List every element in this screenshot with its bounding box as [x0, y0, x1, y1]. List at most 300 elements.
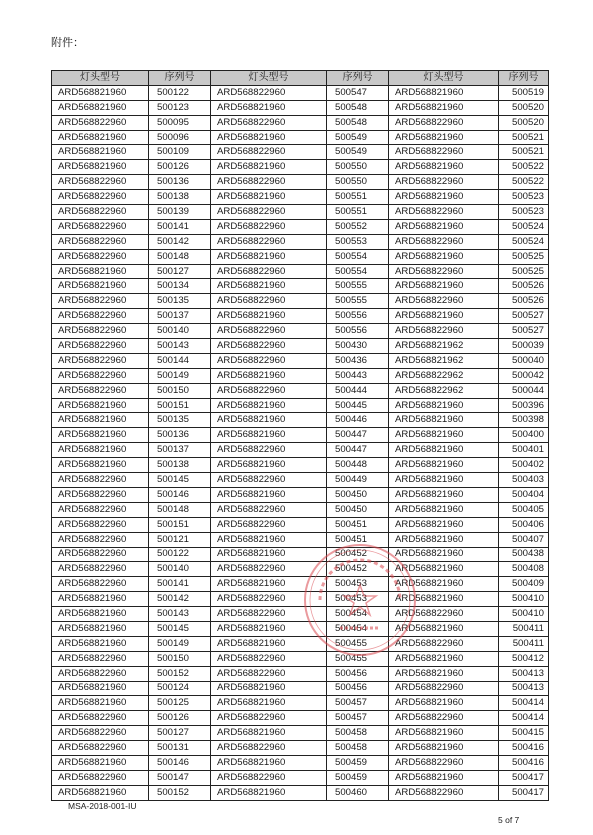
serial-number-cell: 500146 — [149, 755, 211, 770]
serial-number-cell: 500141 — [149, 577, 211, 592]
table-row — [52, 487, 549, 502]
lamp-model-cell: ARD568821960 — [211, 785, 327, 800]
lamp-model-cell: ARD568822960 — [211, 666, 327, 681]
column-header-serial-number: 序列号 — [149, 71, 211, 86]
serial-number-cell: 500448 — [327, 458, 389, 473]
lamp-model-cell: ARD568821960 — [52, 636, 149, 651]
serial-number-cell: 500144 — [149, 353, 211, 368]
serial-number-cell: 500522 — [499, 160, 549, 175]
serial-number-cell: 500521 — [499, 130, 549, 145]
table-row — [52, 607, 549, 622]
serial-number-cell: 500145 — [149, 621, 211, 636]
serial-number-cell: 500451 — [327, 532, 389, 547]
table-row — [52, 458, 549, 473]
serial-number-cell: 500141 — [149, 219, 211, 234]
serial-number-cell: 500416 — [499, 755, 549, 770]
serial-number-cell: 500136 — [149, 428, 211, 443]
serial-number-cell: 500453 — [327, 577, 389, 592]
serial-number-cell: 500413 — [499, 681, 549, 696]
column-header-lamp-model: 灯头型号 — [389, 71, 499, 86]
serial-number-cell: 500412 — [499, 651, 549, 666]
lamp-model-cell: ARD568821960 — [389, 279, 499, 294]
lamp-model-cell: ARD568822960 — [389, 636, 499, 651]
lamp-model-cell: ARD568821960 — [389, 562, 499, 577]
lamp-model-cell: ARD568821960 — [211, 160, 327, 175]
serial-number-cell: 500405 — [499, 502, 549, 517]
lamp-model-cell: ARD568821960 — [211, 458, 327, 473]
lamp-model-cell: ARD568821962 — [389, 339, 499, 354]
lamp-model-cell: ARD568821960 — [211, 577, 327, 592]
lamp-model-cell: ARD568821960 — [52, 785, 149, 800]
serial-number-cell: 500134 — [149, 279, 211, 294]
lamp-model-cell: ARD568822960 — [211, 562, 327, 577]
serial-number-cell: 500526 — [499, 279, 549, 294]
lamp-model-cell: ARD568821960 — [211, 428, 327, 443]
lamp-model-cell: ARD568821960 — [211, 547, 327, 562]
serial-number-cell: 500457 — [327, 696, 389, 711]
lamp-model-cell: ARD568821960 — [389, 428, 499, 443]
lamp-model-cell: ARD568822960 — [211, 502, 327, 517]
serial-number-cell: 500109 — [149, 145, 211, 160]
serial-number-cell: 500450 — [327, 502, 389, 517]
table-row — [52, 383, 549, 398]
lamp-model-cell: ARD568822960 — [211, 205, 327, 220]
serial-number-cell: 500450 — [327, 487, 389, 502]
serial-number-cell: 500122 — [149, 85, 211, 100]
lamp-model-cell: ARD568821960 — [211, 681, 327, 696]
lamp-model-cell: ARD568822960 — [211, 383, 327, 398]
serial-number-cell: 500417 — [499, 770, 549, 785]
serial-number-cell: 500403 — [499, 473, 549, 488]
serial-number-cell: 500456 — [327, 681, 389, 696]
lamp-model-cell: ARD568822960 — [52, 309, 149, 324]
serial-number-cell: 500449 — [327, 473, 389, 488]
serial-number-cell: 500519 — [499, 85, 549, 100]
lamp-model-cell: ARD568822960 — [52, 741, 149, 756]
lamp-model-cell: ARD568821960 — [389, 770, 499, 785]
serial-number-cell: 500444 — [327, 383, 389, 398]
page-number: 5 of 7 — [498, 815, 520, 825]
table-row — [52, 666, 549, 681]
serial-number-cell: 500402 — [499, 458, 549, 473]
table-row — [52, 145, 549, 160]
serial-number-cell: 500138 — [149, 458, 211, 473]
lamp-model-cell: ARD568822960 — [211, 473, 327, 488]
lamp-model-cell: ARD568821960 — [389, 160, 499, 175]
table-body — [52, 85, 549, 800]
column-header-lamp-model: 灯头型号 — [52, 71, 149, 86]
lamp-model-cell: ARD568822960 — [52, 205, 149, 220]
serial-number-cell: 500124 — [149, 681, 211, 696]
table-row — [52, 309, 549, 324]
lamp-model-cell: ARD568821962 — [389, 353, 499, 368]
lamp-model-cell: ARD568822960 — [52, 651, 149, 666]
serial-number-cell: 500152 — [149, 785, 211, 800]
serial-number-cell: 500555 — [327, 279, 389, 294]
serial-number-cell: 500406 — [499, 517, 549, 532]
serial-number-cell: 500143 — [149, 607, 211, 622]
table-row — [52, 741, 549, 756]
serial-number-cell: 500416 — [499, 741, 549, 756]
lamp-model-cell: ARD568821960 — [389, 190, 499, 205]
serial-number-cell: 500459 — [327, 755, 389, 770]
lamp-model-cell: ARD568822960 — [52, 666, 149, 681]
lamp-model-cell: ARD568821960 — [52, 696, 149, 711]
serial-number-cell: 500142 — [149, 592, 211, 607]
lamp-model-cell: ARD568822960 — [52, 577, 149, 592]
lamp-model-cell: ARD568822960 — [211, 607, 327, 622]
lamp-model-cell: ARD568821960 — [52, 443, 149, 458]
serial-number-cell: 500150 — [149, 651, 211, 666]
column-header-serial-number: 序列号 — [499, 71, 549, 86]
lamp-model-cell: ARD568822960 — [52, 339, 149, 354]
serial-number-cell: 500142 — [149, 234, 211, 249]
serial-number-cell: 500135 — [149, 413, 211, 428]
lamp-model-cell: ARD568822960 — [52, 294, 149, 309]
lamp-model-cell: ARD568821960 — [389, 577, 499, 592]
serial-number-cell: 500139 — [149, 205, 211, 220]
table-row — [52, 115, 549, 130]
serial-number-cell: 500445 — [327, 398, 389, 413]
serial-number-cell: 500550 — [327, 160, 389, 175]
lamp-model-cell: ARD568821960 — [52, 681, 149, 696]
lamp-model-cell: ARD568821960 — [52, 130, 149, 145]
lamp-model-cell: ARD568822962 — [389, 368, 499, 383]
table-row — [52, 785, 549, 800]
table-row — [52, 205, 549, 220]
lamp-model-cell: ARD568822960 — [211, 145, 327, 160]
table-row — [52, 368, 549, 383]
lamp-model-cell: ARD568821960 — [52, 607, 149, 622]
serial-number-cell: 500554 — [327, 249, 389, 264]
serial-number-cell: 500455 — [327, 651, 389, 666]
lamp-model-cell: ARD568822960 — [52, 249, 149, 264]
lamp-model-cell: ARD568821960 — [52, 264, 149, 279]
lamp-model-cell: ARD568822960 — [389, 755, 499, 770]
lamp-model-cell: ARD568821960 — [389, 398, 499, 413]
serial-number-cell: 500456 — [327, 666, 389, 681]
lamp-model-cell: ARD568821960 — [52, 458, 149, 473]
lamp-model-cell: ARD568822960 — [52, 234, 149, 249]
serial-number-cell: 500404 — [499, 487, 549, 502]
serial-number-cell: 500555 — [327, 294, 389, 309]
lamp-model-cell: ARD568822960 — [389, 175, 499, 190]
serial-number-cell: 500556 — [327, 309, 389, 324]
lamp-model-cell: ARD568821960 — [211, 279, 327, 294]
serial-number-cell: 500453 — [327, 592, 389, 607]
serial-number-cell: 500554 — [327, 264, 389, 279]
serial-number-cell: 500549 — [327, 130, 389, 145]
lamp-model-cell: ARD568822960 — [52, 532, 149, 547]
table-row — [52, 681, 549, 696]
lamp-model-cell: ARD568821960 — [211, 636, 327, 651]
lamp-model-cell: ARD568821960 — [52, 145, 149, 160]
serial-number-cell: 500127 — [149, 264, 211, 279]
lamp-model-cell: ARD568822960 — [52, 547, 149, 562]
lamp-model-cell: ARD568821960 — [52, 621, 149, 636]
serial-number-cell: 500122 — [149, 547, 211, 562]
table-row — [52, 219, 549, 234]
lamp-model-cell: ARD568822960 — [211, 592, 327, 607]
lamp-model-cell: ARD568822960 — [52, 368, 149, 383]
table-header-row — [52, 71, 549, 86]
serial-number-cell: 500400 — [499, 428, 549, 443]
table-row — [52, 353, 549, 368]
lamp-model-cell: ARD568822960 — [211, 264, 327, 279]
serial-number-cell: 500443 — [327, 368, 389, 383]
lamp-model-cell: ARD568821960 — [389, 621, 499, 636]
lamp-model-cell: ARD568821960 — [211, 100, 327, 115]
serial-number-cell: 500411 — [499, 621, 549, 636]
lamp-model-cell: ARD568821960 — [211, 487, 327, 502]
table-row — [52, 755, 549, 770]
table-row — [52, 770, 549, 785]
lamp-model-cell: ARD568822960 — [211, 175, 327, 190]
serial-number-cell: 500126 — [149, 711, 211, 726]
serial-number-cell: 500410 — [499, 592, 549, 607]
lamp-model-cell: ARD568822960 — [52, 324, 149, 339]
serial-number-cell: 500136 — [149, 175, 211, 190]
serial-number-cell: 500409 — [499, 577, 549, 592]
lamp-model-cell: ARD568822960 — [211, 353, 327, 368]
lamp-model-cell: ARD568822960 — [52, 487, 149, 502]
table-row — [52, 339, 549, 354]
serial-number-cell: 500126 — [149, 160, 211, 175]
lamp-model-cell: ARD568822960 — [389, 145, 499, 160]
lamp-model-cell: ARD568822960 — [211, 294, 327, 309]
serial-number-cell: 500417 — [499, 785, 549, 800]
serial-number-cell: 500138 — [149, 190, 211, 205]
serial-number-cell: 500040 — [499, 353, 549, 368]
lamp-model-cell: ARD568822960 — [52, 383, 149, 398]
lamp-model-cell: ARD568822960 — [52, 770, 149, 785]
lamp-model-cell: ARD568821960 — [211, 398, 327, 413]
lamp-model-cell: ARD568822960 — [211, 339, 327, 354]
serial-number-cell: 500148 — [149, 249, 211, 264]
lamp-model-cell: ARD568822960 — [52, 190, 149, 205]
lamp-model-cell: ARD568822960 — [211, 219, 327, 234]
serial-number-cell: 500044 — [499, 383, 549, 398]
serial-number-cell: 500454 — [327, 607, 389, 622]
table-row — [52, 100, 549, 115]
serial-number-cell: 500436 — [327, 353, 389, 368]
lamp-model-cell: ARD568821960 — [52, 398, 149, 413]
serial-number-cell: 500137 — [149, 309, 211, 324]
lamp-model-cell: ARD568821960 — [211, 726, 327, 741]
table-row — [52, 562, 549, 577]
lamp-model-cell: ARD568822960 — [52, 219, 149, 234]
serial-number-cell: 500095 — [149, 115, 211, 130]
serial-number-cell: 500438 — [499, 547, 549, 562]
lamp-model-cell: ARD568821960 — [211, 696, 327, 711]
serial-number-cell: 500430 — [327, 339, 389, 354]
serial-number-cell: 500548 — [327, 115, 389, 130]
lamp-model-cell: ARD568821960 — [211, 309, 327, 324]
lamp-model-cell: ARD568821960 — [211, 755, 327, 770]
lamp-model-cell: ARD568821960 — [389, 219, 499, 234]
lamp-model-cell: ARD568821960 — [52, 279, 149, 294]
table-row — [52, 621, 549, 636]
serial-number-cell: 500146 — [149, 487, 211, 502]
lamp-model-cell: ARD568822960 — [52, 502, 149, 517]
lamp-model-cell: ARD568821960 — [211, 249, 327, 264]
serial-number-cell: 500096 — [149, 130, 211, 145]
serial-number-cell: 500446 — [327, 413, 389, 428]
table-row — [52, 190, 549, 205]
lamp-model-cell: ARD568821960 — [389, 473, 499, 488]
table-row — [52, 234, 549, 249]
serial-number-cell: 500556 — [327, 324, 389, 339]
document-code: MSA-2018-001-IU — [68, 801, 137, 811]
serial-number-cell: 500447 — [327, 443, 389, 458]
table-row — [52, 651, 549, 666]
lamp-model-cell: ARD568822960 — [52, 115, 149, 130]
lamp-model-cell: ARD568822960 — [389, 294, 499, 309]
table-row — [52, 502, 549, 517]
lamp-model-cell: ARD568821960 — [389, 249, 499, 264]
lamp-model-cell: ARD568822960 — [211, 651, 327, 666]
serial-number-cell: 500398 — [499, 413, 549, 428]
serial-number-cell: 500407 — [499, 532, 549, 547]
serial-number-cell: 500147 — [149, 770, 211, 785]
table-row — [52, 726, 549, 741]
serial-number-cell: 500396 — [499, 398, 549, 413]
table-row — [52, 473, 549, 488]
lamp-model-cell: ARD568822960 — [52, 175, 149, 190]
lamp-model-cell: ARD568822960 — [52, 711, 149, 726]
serial-number-cell: 500149 — [149, 368, 211, 383]
serial-number-cell: 500127 — [149, 726, 211, 741]
lamp-model-cell: ARD568821960 — [389, 696, 499, 711]
lamp-model-cell: ARD568822960 — [52, 726, 149, 741]
table-row — [52, 175, 549, 190]
lamp-model-cell: ARD568822962 — [389, 383, 499, 398]
table-row — [52, 264, 549, 279]
lamp-model-cell: ARD568822960 — [211, 115, 327, 130]
table-row — [52, 413, 549, 428]
lamp-model-cell: ARD568821960 — [52, 100, 149, 115]
lamp-model-cell: ARD568821960 — [52, 428, 149, 443]
lamp-model-cell: ARD568821960 — [389, 547, 499, 562]
column-header-serial-number: 序列号 — [327, 71, 389, 86]
table-row — [52, 160, 549, 175]
lamp-model-cell: ARD568822960 — [389, 264, 499, 279]
lamp-model-cell: ARD568822960 — [389, 324, 499, 339]
lamp-model-cell: ARD568822960 — [389, 607, 499, 622]
lamp-model-cell: ARD568822960 — [389, 234, 499, 249]
lamp-model-cell: ARD568822960 — [211, 741, 327, 756]
table-row — [52, 577, 549, 592]
serial-number-cell: 500455 — [327, 636, 389, 651]
lamp-model-cell: ARD568821960 — [52, 413, 149, 428]
serial-number-cell: 500520 — [499, 100, 549, 115]
lamp-model-cell: ARD568821960 — [211, 532, 327, 547]
serial-number-cell: 500553 — [327, 234, 389, 249]
lamp-model-cell: ARD568822960 — [211, 234, 327, 249]
lamp-model-cell: ARD568822960 — [211, 324, 327, 339]
column-header-lamp-model: 灯头型号 — [211, 71, 327, 86]
lamp-model-cell: ARD568822960 — [389, 681, 499, 696]
lamp-model-cell: ARD568822960 — [389, 115, 499, 130]
lamp-model-cell: ARD568821960 — [389, 413, 499, 428]
serial-number-cell: 500413 — [499, 666, 549, 681]
serial-number-cell: 500460 — [327, 785, 389, 800]
lamp-model-cell: ARD568821960 — [52, 160, 149, 175]
serial-number-cell: 500414 — [499, 696, 549, 711]
lamp-model-cell: ARD568821960 — [389, 741, 499, 756]
lamp-model-cell: ARD568821960 — [389, 726, 499, 741]
serial-number-cell: 500551 — [327, 190, 389, 205]
lamp-model-cell: ARD568821960 — [389, 85, 499, 100]
lamp-model-cell: ARD568821960 — [52, 592, 149, 607]
serial-number-cell: 500452 — [327, 547, 389, 562]
lamp-model-cell: ARD568821960 — [52, 85, 149, 100]
serial-number-cell: 500145 — [149, 473, 211, 488]
lamp-model-cell: ARD568822960 — [211, 770, 327, 785]
table-row — [52, 249, 549, 264]
serial-number-table — [51, 70, 549, 801]
lamp-model-cell: ARD568821960 — [211, 130, 327, 145]
table-row — [52, 532, 549, 547]
serial-number-cell: 500458 — [327, 726, 389, 741]
serial-number-cell: 500410 — [499, 607, 549, 622]
serial-number-cell: 500042 — [499, 368, 549, 383]
lamp-model-cell: ARD568822960 — [389, 785, 499, 800]
table-row — [52, 636, 549, 651]
serial-number-cell: 500520 — [499, 115, 549, 130]
serial-number-cell: 500140 — [149, 324, 211, 339]
table-row — [52, 428, 549, 443]
table-row — [52, 130, 549, 145]
serial-number-cell: 500551 — [327, 205, 389, 220]
table-row — [52, 696, 549, 711]
lamp-model-cell: ARD568821960 — [52, 755, 149, 770]
lamp-model-cell: ARD568821960 — [389, 502, 499, 517]
serial-number-cell: 500151 — [149, 517, 211, 532]
lamp-model-cell: ARD568822960 — [52, 517, 149, 532]
lamp-model-cell: ARD568822960 — [389, 205, 499, 220]
lamp-model-cell: ARD568821960 — [389, 309, 499, 324]
lamp-model-cell: ARD568821960 — [389, 592, 499, 607]
lamp-model-cell: ARD568821960 — [211, 368, 327, 383]
serial-number-cell: 500454 — [327, 621, 389, 636]
attachment-label: 附件： — [51, 37, 84, 49]
lamp-model-cell: ARD568822960 — [52, 473, 149, 488]
serial-number-cell: 500526 — [499, 294, 549, 309]
table-row — [52, 279, 549, 294]
serial-number-cell: 500152 — [149, 666, 211, 681]
serial-number-cell: 500148 — [149, 502, 211, 517]
serial-number-cell: 500459 — [327, 770, 389, 785]
serial-number-cell: 500125 — [149, 696, 211, 711]
serial-number-cell: 500452 — [327, 562, 389, 577]
lamp-model-cell: ARD568821960 — [389, 130, 499, 145]
serial-number-cell: 500523 — [499, 205, 549, 220]
serial-number-cell: 500135 — [149, 294, 211, 309]
lamp-model-cell: ARD568821960 — [211, 190, 327, 205]
serial-number-cell: 500524 — [499, 234, 549, 249]
table-row — [52, 85, 549, 100]
serial-number-cell: 500525 — [499, 264, 549, 279]
serial-number-cell: 500524 — [499, 219, 549, 234]
lamp-model-cell: ARD568822960 — [211, 711, 327, 726]
serial-number-cell: 500458 — [327, 741, 389, 756]
lamp-model-cell: ARD568821960 — [389, 517, 499, 532]
lamp-model-cell: ARD568821960 — [389, 651, 499, 666]
table-row — [52, 294, 549, 309]
serial-number-cell: 500151 — [149, 398, 211, 413]
serial-number-cell: 500411 — [499, 636, 549, 651]
